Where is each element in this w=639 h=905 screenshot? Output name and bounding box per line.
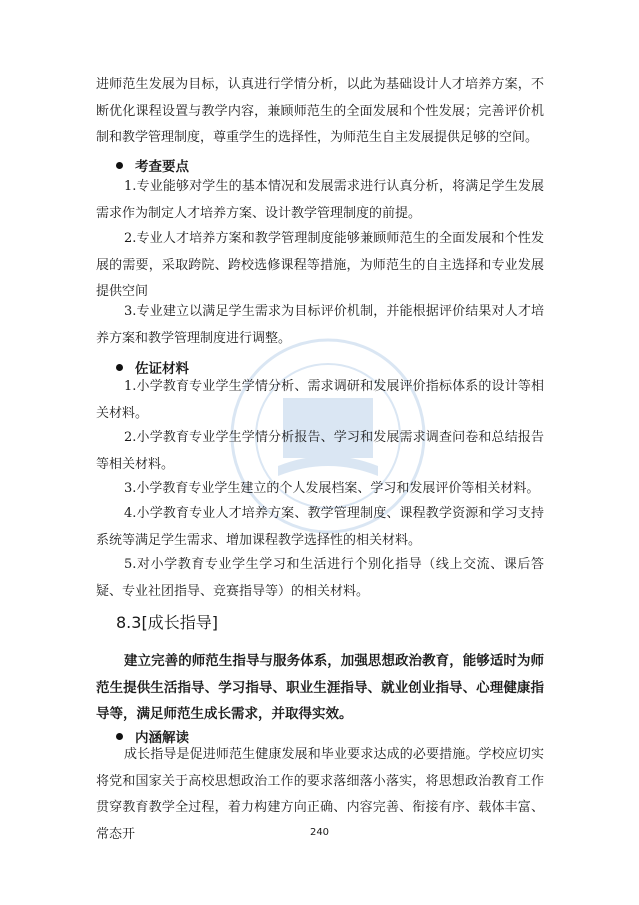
evidence-2: 2.小学教育专业学生学情分析报告、学习和发展需求调查问卷和总结报告等相关材料。 [96, 430, 544, 472]
bullet-icon [116, 162, 123, 169]
exam-point-2: 2.专业人才培养方案和教学管理制度能够兼顾师范生的全面发展和个性发展的需要，采取跨院、跨校选修课程等措施，为师范生的自主选择和专业发展提供空间 [96, 231, 544, 300]
interpretation-heading-text: 内涵解读 [135, 730, 189, 746]
evidence-heading-text: 佐证材料 [135, 361, 189, 377]
evidence-1: 1.小学教育专业学生学情分析、需求调研和发展评价指标体系的设计等相关材料。 [96, 379, 544, 421]
standard-paragraph: 建立完善的师范生指导与服务体系，加强思想政治教育，能够适时为师范生提供生活指导、学习指导、职业生涯指导、就业创业指导、心理健康指导等，满足师范生成长需求，并取得实效。 [96, 653, 544, 723]
bullet-icon [116, 733, 123, 740]
intro-paragraph: 进师范生发展为目标，认真进行学情分析，以此为基础设计人才培养方案，不断优化课程设置与教学内容，兼顾师范生的全面发展和个性发展；完善评价机制和教学管理制度，尊重学生的选择性，为师范生自主发展提供足够的空间。 [96, 77, 544, 146]
evidence-3: 3.小学教育专业学生建立的个人发展档案、学习和发展评价等相关材料。 [124, 481, 540, 496]
exam-point-1: 1.专业能够对学生的基本情况和发展需求进行认真分析，将满足学生发展需求作为制定人才培养方案、设计教学管理制度的前提。 [96, 179, 544, 221]
bullet-icon [116, 364, 123, 371]
exam-points-heading-text: 考查要点 [135, 159, 189, 175]
evidence-4: 4.小学教育专业人才培养方案、教学管理制度、课程教学资源和学习支持系统等满足学生需求、增加课程教学选择性的相关材料。 [96, 506, 544, 548]
evidence-5: 5.对小学教育专业学生学习和生活进行个别化指导（线上交流、课后答疑、专业社团指导、竞赛指导等）的相关材料。 [96, 557, 544, 599]
section-title: 8.3[成长指导] [116, 613, 218, 632]
exam-points-heading [116, 155, 189, 175]
interpretation-paragraph: 成长指导是促进师范生健康发展和毕业要求达成的必要措施。学校应切实将党和国家关于高校思想政治工作的要求落细落小落实，将思想政治教育工作贯穿教育教学全过程，着力构建方向正确、内容完善、衔接有序、载体丰富、常态开 [96, 747, 544, 842]
page-number: 240 [309, 827, 330, 838]
exam-point-3: 3.专业建立以满足学生需求为目标评价机制，并能根据评价结果对人才培养方案和教学管理制度进行调整。 [96, 304, 544, 346]
